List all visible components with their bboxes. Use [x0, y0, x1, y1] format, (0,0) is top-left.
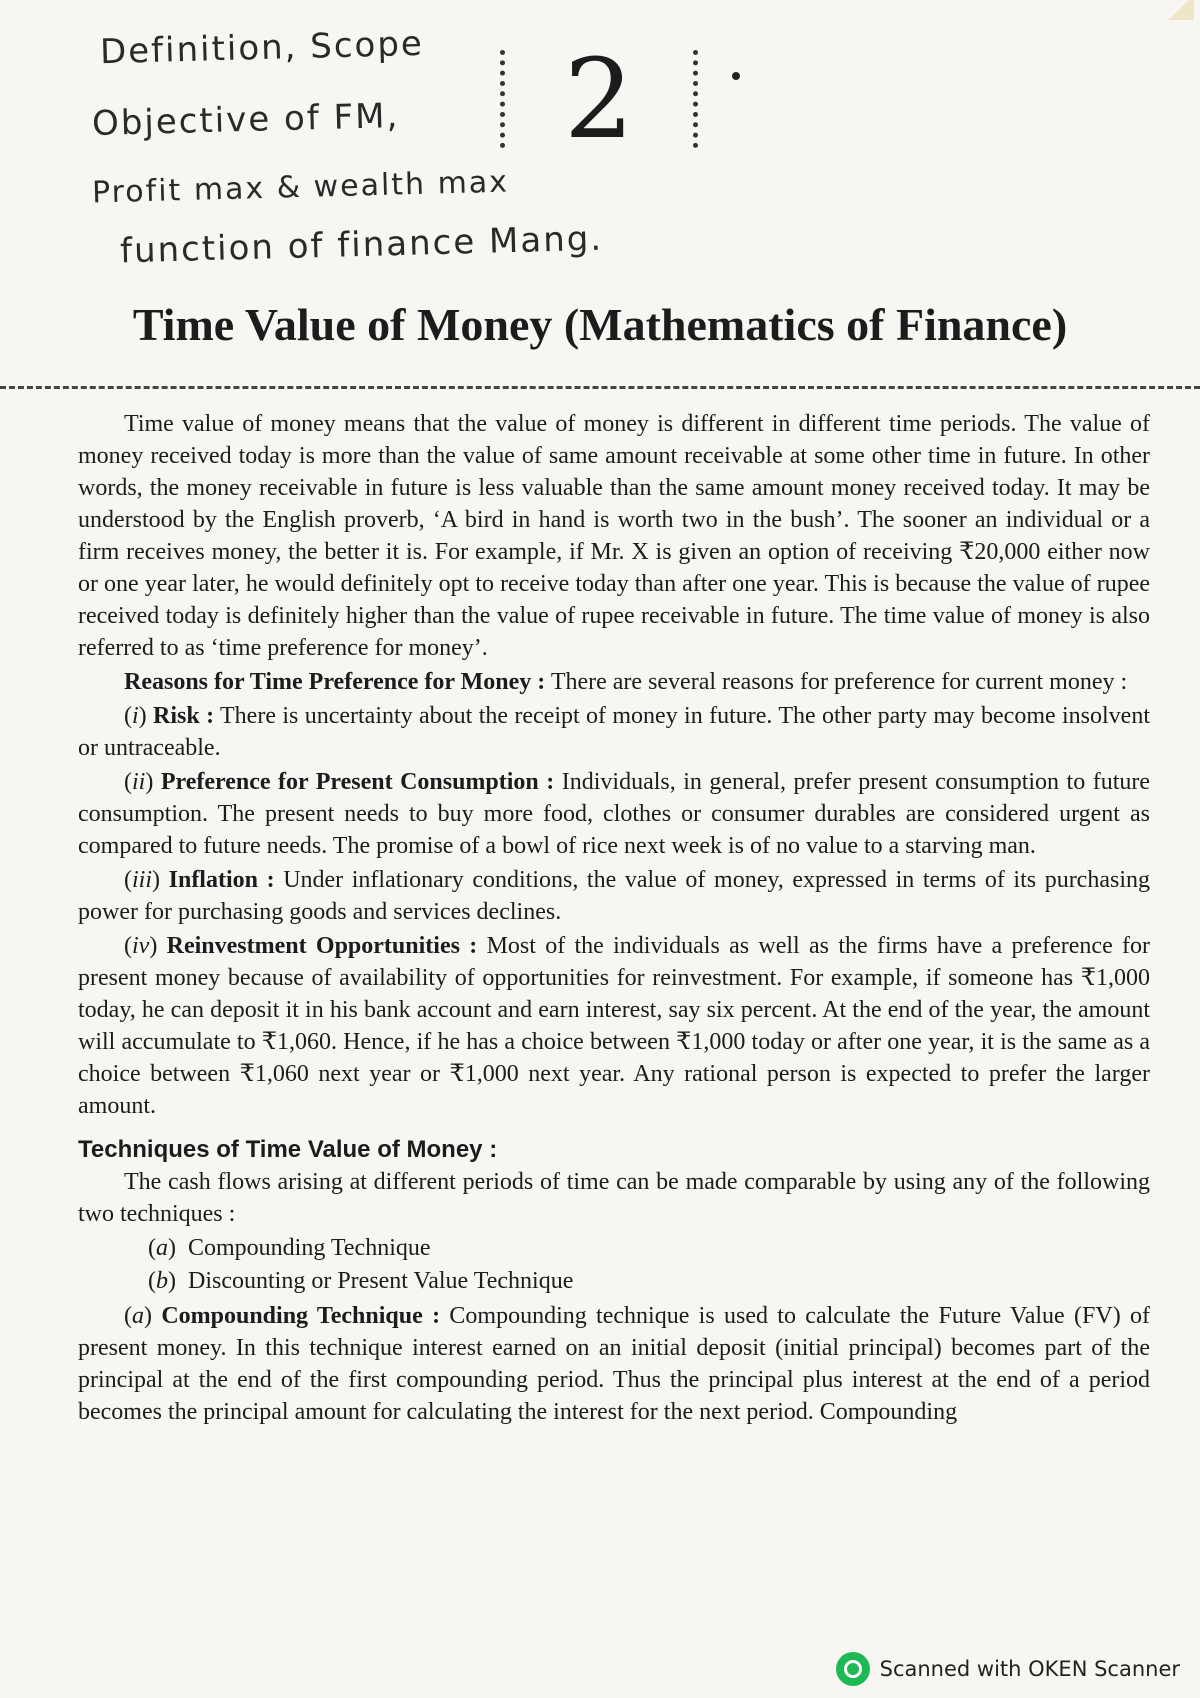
handwritten-note-2: Objective of FM,	[91, 95, 400, 145]
technique-item: (a) Compounding Technique	[148, 1235, 431, 1261]
reason-item: (iii) Inflation : Under inflationary conditions, the value of money, expressed in terms of its purchasing power for purchasing goods and services declines.	[78, 867, 1150, 925]
techniques-heading: Techniques of Time Value of Money :	[78, 1136, 498, 1163]
reason-text: Individuals, in general, prefer present consumption to future consumption. The present needs to buy more food, clothes or consumer durables are considered urgent as compared to future needs. The promise of a bowl of rice next week is of no value to a starving man.	[78, 769, 1151, 859]
compounding-label: Compounding Technique :	[161, 1303, 441, 1329]
scanner-watermark	[836, 1652, 1180, 1686]
scanner-text: Scanned with OKEN Scanner	[879, 1657, 1180, 1681]
reason-num: ii	[132, 769, 146, 795]
reason-label: Risk :	[153, 703, 215, 729]
reason-item: (ii) Preference for Present Consumption : Individuals, in general, prefer present consumption to future consumption. The present needs to buy more food, clothes or consumer durables are considered urgent as compared to future needs. The promise of a bowl of rice next week is of no value to a starving man.	[78, 769, 1151, 859]
technique-text: Discounting or Present Value Technique	[188, 1268, 574, 1294]
reason-num: i	[132, 703, 139, 729]
reason-label: Inflation :	[168, 867, 275, 893]
reason-item: (iv) Reinvestment Opportunities : Most of the individuals as well as the firms have a preference for present money because of availability of opportunities for reinvestment. For example, if someone has ₹1,000 today, he can deposit it in his bank account and earn interest, say six percent. At the end of the year, the amount will accumulate to ₹1,060. Hence, if he has a choice between ₹1,000 today or after one year, it is the same as a choice between ₹1,060 next year or ₹1,000 next year. Any rational person is expected to prefer the larger amount.	[78, 933, 1151, 1119]
reason-num: iv	[132, 933, 150, 959]
reason-label: Reinvestment Opportunities :	[166, 933, 478, 959]
reason-text: Under inflationary conditions, the value of money, expressed in terms of its purchasing power for purchasing goods and services declines.	[78, 867, 1150, 925]
oken-scanner-logo-icon	[836, 1652, 870, 1686]
chapter-dot	[732, 72, 740, 80]
handwritten-note-4: function of finance Mang.	[119, 218, 604, 272]
chapter-number: 2	[564, 35, 634, 163]
compounding-num: a	[132, 1303, 144, 1329]
techniques-paragraph: The cash flows arising at different periods of time can be made comparable by using any of the following two techniques :	[78, 1169, 1150, 1227]
reason-num: iii	[132, 867, 153, 893]
compounding-text: Compounding technique is used to calculate the Future Value (FV) of present money. In this technique interest earned on an initial deposit (initial principal) becomes part of the principal at the end of the first compounding period. Thus the principal plus interest at the end of a period becomes the principal amount for calculating the interest for the next period. Compounding	[78, 1303, 1151, 1425]
technique-text: Compounding Technique	[188, 1235, 431, 1261]
reason-label: Preference for Present Consumption :	[160, 769, 555, 795]
reasons-paragraph	[78, 666, 1150, 698]
compounding-paragraph: (a) Compounding Technique : Compounding technique is used to calculate the Future Value (FV) of present money. In this technique interest earned on an initial deposit (initial principal) becomes part of the principal at the end of the first compounding period. Thus the principal plus interest at the end of a period becomes the principal amount for calculating the interest for the next period. Compounding	[78, 1303, 1151, 1425]
chapter-title: Time Value of Money (Mathematics of Finance)	[132, 299, 1068, 350]
reasons-heading: Reasons for Time Preference for Money :	[124, 669, 546, 695]
technique-num: a	[156, 1235, 168, 1261]
technique-num: b	[156, 1268, 168, 1294]
body-text	[78, 408, 1150, 1430]
title-divider	[0, 386, 1200, 389]
chapter-number-box	[500, 35, 698, 163]
handwritten-note-1: Definition, Scope	[99, 23, 425, 73]
intro-paragraph: Time value of money means that the value of money is different in different time periods. The value of money received today is more than the value of same amount receivable at some other time in future. In other words, the money receivable in future is less valuable than the same amount money received today. It may be understood by the English proverb, ‘A bird in hand is worth two in the bush’. The sooner an individual or a firm receives money, the better it is. For example, if Mr. X is given an option of receiving ₹20,000 either now or one year later, he would definitely opt to receive today than after one year. This is because the value of rupee received today is definitely higher than the value of rupee receivable in future. The time value of money is also referred to as ‘time preference for money’.	[78, 411, 1150, 661]
handwritten-note-3: Profit max & wealth max	[91, 164, 510, 211]
corner-stain	[1164, 0, 1194, 20]
reason-item: (i) Risk : There is uncertainty about the receipt of money in future. The other party may become insolvent or untraceable.	[78, 703, 1150, 761]
reason-text: There is uncertainty about the receipt of money in future. The other party may become insolvent or untraceable.	[78, 703, 1150, 761]
reasons-text: There are several reasons for preference for current money :	[550, 669, 1128, 695]
technique-item: (b) Discounting or Present Value Technique	[148, 1268, 574, 1294]
reason-text: Most of the individuals as well as the firms have a preference for present money because of availability of opportunities for reinvestment. For example, if someone has ₹1,000 today, he can deposit it in his bank account and earn interest, say six percent. At the end of the year, the amount will accumulate to ₹1,060. Hence, if he has a choice between ₹1,000 today or after one year, it is the same as a choice between ₹1,060 next year or ₹1,000 next year. Any rational person is expected to prefer the larger amount.	[78, 933, 1151, 1119]
techniques-list	[148, 1232, 1150, 1298]
